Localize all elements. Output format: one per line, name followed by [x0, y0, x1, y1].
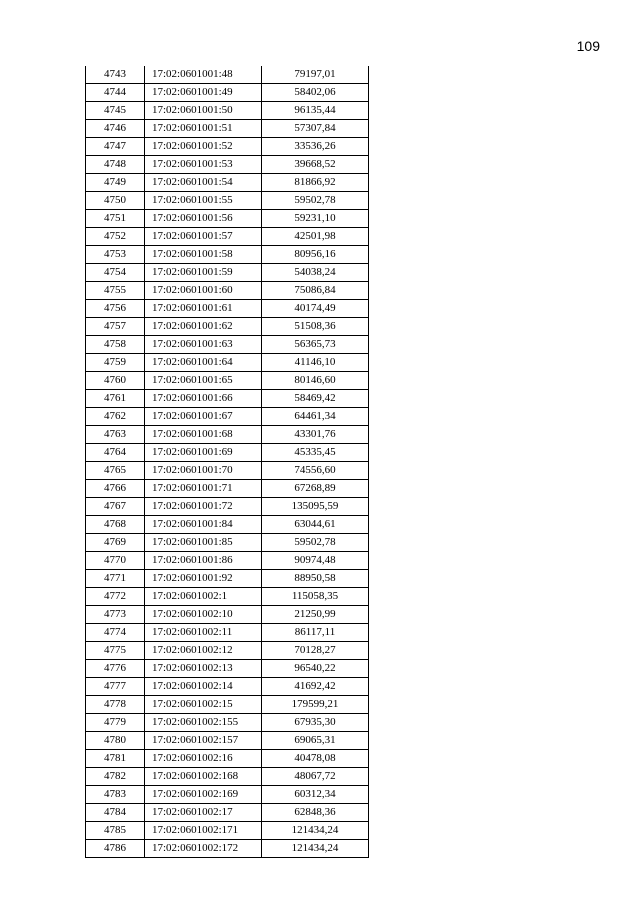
parcel-table-container: [85, 66, 369, 858]
table-row: [86, 354, 369, 372]
row-number-cell: 4767: [86, 498, 145, 516]
table-row: [86, 390, 369, 408]
table-row: [86, 822, 369, 840]
cadastral-number-cell: 17:02:0601001:70: [145, 462, 262, 480]
table-row: [86, 570, 369, 588]
table-row: [86, 174, 369, 192]
table-row: [86, 480, 369, 498]
cadastral-number-cell: 17:02:0601001:56: [145, 210, 262, 228]
value-cell: 42501,98: [262, 228, 369, 246]
cadastral-number-cell: 17:02:0601002:168: [145, 768, 262, 786]
value-cell: 135095,59: [262, 498, 369, 516]
row-number-cell: 4773: [86, 606, 145, 624]
value-cell: 75086,84: [262, 282, 369, 300]
cadastral-number-cell: 17:02:0601001:53: [145, 156, 262, 174]
cadastral-number-cell: 17:02:0601001:86: [145, 552, 262, 570]
table-row: [86, 426, 369, 444]
row-number-cell: 4746: [86, 120, 145, 138]
value-cell: 51508,36: [262, 318, 369, 336]
cadastral-number-cell: 17:02:0601001:57: [145, 228, 262, 246]
cadastral-number-cell: 17:02:0601002:13: [145, 660, 262, 678]
table-row: [86, 498, 369, 516]
table-row: [86, 444, 369, 462]
row-number-cell: 4756: [86, 300, 145, 318]
table-row: [86, 300, 369, 318]
value-cell: 74556,60: [262, 462, 369, 480]
row-number-cell: 4743: [86, 66, 145, 84]
value-cell: 80956,16: [262, 246, 369, 264]
value-cell: 39668,52: [262, 156, 369, 174]
cadastral-number-cell: 17:02:0601001:62: [145, 318, 262, 336]
value-cell: 58402,06: [262, 84, 369, 102]
value-cell: 58469,42: [262, 390, 369, 408]
row-number-cell: 4748: [86, 156, 145, 174]
row-number-cell: 4747: [86, 138, 145, 156]
cadastral-number-cell: 17:02:0601001:54: [145, 174, 262, 192]
cadastral-number-cell: 17:02:0601002:155: [145, 714, 262, 732]
row-number-cell: 4785: [86, 822, 145, 840]
value-cell: 70128,27: [262, 642, 369, 660]
row-number-cell: 4754: [86, 264, 145, 282]
row-number-cell: 4780: [86, 732, 145, 750]
cadastral-number-cell: 17:02:0601002:157: [145, 732, 262, 750]
table-row: [86, 192, 369, 210]
cadastral-number-cell: 17:02:0601001:58: [145, 246, 262, 264]
value-cell: 41146,10: [262, 354, 369, 372]
value-cell: 33536,26: [262, 138, 369, 156]
row-number-cell: 4782: [86, 768, 145, 786]
value-cell: 43301,76: [262, 426, 369, 444]
table-row: [86, 246, 369, 264]
cadastral-number-cell: 17:02:0601001:63: [145, 336, 262, 354]
value-cell: 59231,10: [262, 210, 369, 228]
table-row: [86, 552, 369, 570]
table-row: [86, 534, 369, 552]
row-number-cell: 4744: [86, 84, 145, 102]
value-cell: 81866,92: [262, 174, 369, 192]
table-row: [86, 102, 369, 120]
cadastral-number-cell: 17:02:0601002:169: [145, 786, 262, 804]
cadastral-number-cell: 17:02:0601001:60: [145, 282, 262, 300]
cadastral-number-cell: 17:02:0601002:172: [145, 840, 262, 858]
value-cell: 54038,24: [262, 264, 369, 282]
table-row: [86, 282, 369, 300]
cadastral-number-cell: 17:02:0601001:65: [145, 372, 262, 390]
row-number-cell: 4764: [86, 444, 145, 462]
cadastral-number-cell: 17:02:0601002:15: [145, 696, 262, 714]
value-cell: 59502,78: [262, 534, 369, 552]
table-row: [86, 624, 369, 642]
cadastral-number-cell: 17:02:0601002:14: [145, 678, 262, 696]
cadastral-number-cell: 17:02:0601001:84: [145, 516, 262, 534]
row-number-cell: 4761: [86, 390, 145, 408]
row-number-cell: 4755: [86, 282, 145, 300]
table-row: [86, 660, 369, 678]
row-number-cell: 4770: [86, 552, 145, 570]
table-row: [86, 732, 369, 750]
cadastral-number-cell: 17:02:0601002:11: [145, 624, 262, 642]
value-cell: 41692,42: [262, 678, 369, 696]
table-row: [86, 804, 369, 822]
value-cell: 48067,72: [262, 768, 369, 786]
value-cell: 59502,78: [262, 192, 369, 210]
table-row: [86, 462, 369, 480]
cadastral-number-cell: 17:02:0601001:51: [145, 120, 262, 138]
row-number-cell: 4763: [86, 426, 145, 444]
value-cell: 96135,44: [262, 102, 369, 120]
row-number-cell: 4765: [86, 462, 145, 480]
cadastral-number-cell: 17:02:0601001:49: [145, 84, 262, 102]
table-row: [86, 84, 369, 102]
value-cell: 90974,48: [262, 552, 369, 570]
row-number-cell: 4786: [86, 840, 145, 858]
cadastral-number-cell: 17:02:0601002:12: [145, 642, 262, 660]
table-row: [86, 228, 369, 246]
table-row: [86, 768, 369, 786]
value-cell: 121434,24: [262, 840, 369, 858]
cadastral-number-cell: 17:02:0601001:55: [145, 192, 262, 210]
value-cell: 67935,30: [262, 714, 369, 732]
parcel-table: [85, 66, 369, 858]
row-number-cell: 4751: [86, 210, 145, 228]
row-number-cell: 4769: [86, 534, 145, 552]
cadastral-number-cell: 17:02:0601002:17: [145, 804, 262, 822]
row-number-cell: 4771: [86, 570, 145, 588]
cadastral-number-cell: 17:02:0601002:10: [145, 606, 262, 624]
table-row: [86, 66, 369, 84]
table-row: [86, 156, 369, 174]
row-number-cell: 4749: [86, 174, 145, 192]
row-number-cell: 4745: [86, 102, 145, 120]
table-row: [86, 138, 369, 156]
parcel-table-body: [86, 66, 369, 858]
value-cell: 56365,73: [262, 336, 369, 354]
cadastral-number-cell: 17:02:0601001:85: [145, 534, 262, 552]
row-number-cell: 4758: [86, 336, 145, 354]
value-cell: 62848,36: [262, 804, 369, 822]
cadastral-number-cell: 17:02:0601001:61: [145, 300, 262, 318]
cadastral-number-cell: 17:02:0601001:64: [145, 354, 262, 372]
value-cell: 40174,49: [262, 300, 369, 318]
row-number-cell: 4750: [86, 192, 145, 210]
cadastral-number-cell: 17:02:0601002:171: [145, 822, 262, 840]
cadastral-number-cell: 17:02:0601001:67: [145, 408, 262, 426]
cadastral-number-cell: 17:02:0601001:71: [145, 480, 262, 498]
cadastral-number-cell: 17:02:0601001:50: [145, 102, 262, 120]
row-number-cell: 4777: [86, 678, 145, 696]
row-number-cell: 4753: [86, 246, 145, 264]
table-row: [86, 696, 369, 714]
cadastral-number-cell: 17:02:0601001:52: [145, 138, 262, 156]
cadastral-number-cell: 17:02:0601001:68: [145, 426, 262, 444]
row-number-cell: 4783: [86, 786, 145, 804]
table-row: [86, 750, 369, 768]
cadastral-number-cell: 17:02:0601001:66: [145, 390, 262, 408]
row-number-cell: 4784: [86, 804, 145, 822]
row-number-cell: 4757: [86, 318, 145, 336]
row-number-cell: 4774: [86, 624, 145, 642]
value-cell: 40478,08: [262, 750, 369, 768]
value-cell: 179599,21: [262, 696, 369, 714]
row-number-cell: 4768: [86, 516, 145, 534]
table-row: [86, 588, 369, 606]
table-row: [86, 120, 369, 138]
page-number: 109: [576, 38, 600, 54]
table-row: [86, 516, 369, 534]
row-number-cell: 4779: [86, 714, 145, 732]
cadastral-number-cell: 17:02:0601001:92: [145, 570, 262, 588]
row-number-cell: 4762: [86, 408, 145, 426]
table-row: [86, 318, 369, 336]
cadastral-number-cell: 17:02:0601001:48: [145, 66, 262, 84]
table-row: [86, 408, 369, 426]
table-row: [86, 714, 369, 732]
value-cell: 60312,34: [262, 786, 369, 804]
value-cell: 69065,31: [262, 732, 369, 750]
value-cell: 121434,24: [262, 822, 369, 840]
table-row: [86, 678, 369, 696]
value-cell: 45335,45: [262, 444, 369, 462]
value-cell: 79197,01: [262, 66, 369, 84]
row-number-cell: 4759: [86, 354, 145, 372]
value-cell: 86117,11: [262, 624, 369, 642]
table-row: [86, 336, 369, 354]
table-row: [86, 642, 369, 660]
cadastral-number-cell: 17:02:0601002:16: [145, 750, 262, 768]
row-number-cell: 4772: [86, 588, 145, 606]
row-number-cell: 4752: [86, 228, 145, 246]
value-cell: 63044,61: [262, 516, 369, 534]
value-cell: 21250,99: [262, 606, 369, 624]
row-number-cell: 4776: [86, 660, 145, 678]
value-cell: 57307,84: [262, 120, 369, 138]
value-cell: 88950,58: [262, 570, 369, 588]
row-number-cell: 4781: [86, 750, 145, 768]
table-row: [86, 786, 369, 804]
row-number-cell: 4778: [86, 696, 145, 714]
value-cell: 80146,60: [262, 372, 369, 390]
row-number-cell: 4775: [86, 642, 145, 660]
value-cell: 96540,22: [262, 660, 369, 678]
value-cell: 64461,34: [262, 408, 369, 426]
row-number-cell: 4766: [86, 480, 145, 498]
cadastral-number-cell: 17:02:0601001:59: [145, 264, 262, 282]
table-row: [86, 264, 369, 282]
table-row: [86, 840, 369, 858]
table-row: [86, 372, 369, 390]
value-cell: 115058,35: [262, 588, 369, 606]
cadastral-number-cell: 17:02:0601001:69: [145, 444, 262, 462]
table-row: [86, 210, 369, 228]
value-cell: 67268,89: [262, 480, 369, 498]
table-row: [86, 606, 369, 624]
cadastral-number-cell: 17:02:0601001:72: [145, 498, 262, 516]
cadastral-number-cell: 17:02:0601002:1: [145, 588, 262, 606]
row-number-cell: 4760: [86, 372, 145, 390]
